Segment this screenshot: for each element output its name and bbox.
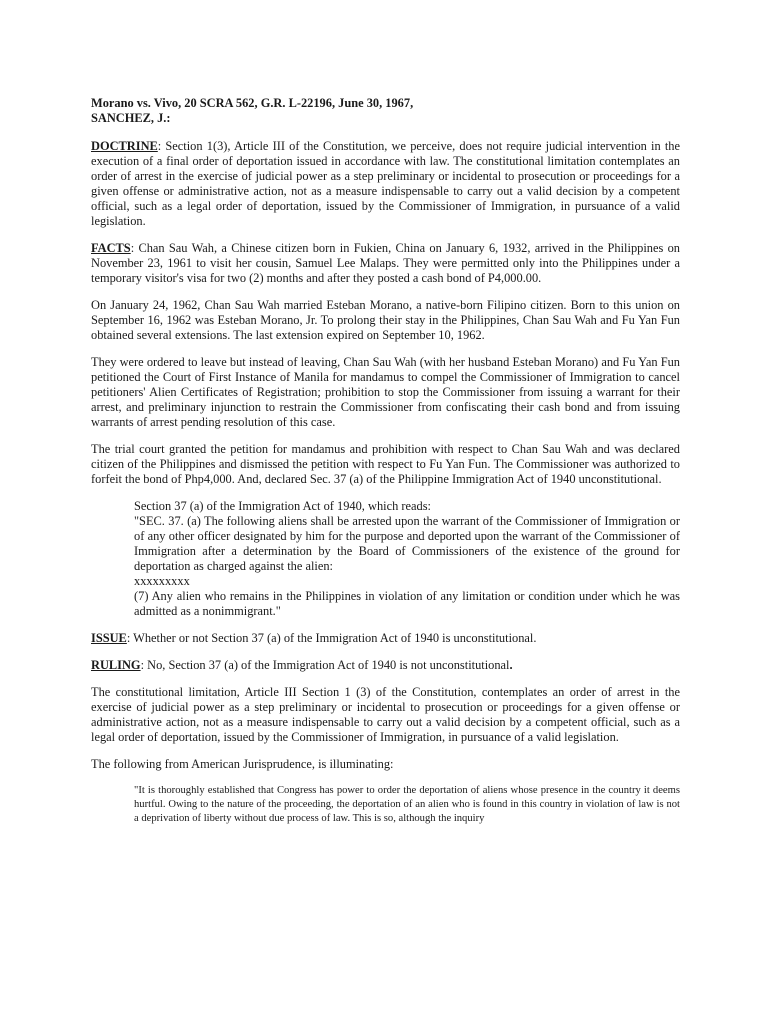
document-page: [91, 96, 680, 826]
issue-label: ISSUE: [91, 631, 127, 645]
jurisprudence-intro: The following from American Jurisprudence, is illuminating:: [91, 757, 394, 771]
facts-label: FACTS: [91, 241, 131, 255]
case-ponente: SANCHEZ, J.:: [91, 111, 171, 125]
case-heading: [91, 96, 680, 126]
statute-quote: [134, 499, 680, 619]
doctrine-text: : Section 1(3), Article III of the Constitution, we perceive, does not require judicial intervention in the execution of a final order of deportation issued in accordance with law. The constitutional limitation contemplates an order of arrest in the exercise of judicial power as a step preliminary or incidental to prosecution or proceedings for a given offense or administrative action, not as a measure indispensable to carry out a valid decision by a competent official, such as a legal order of deportation, issued by the Commissioner of Immigration, in pursuance of a valid legislation.: [91, 139, 680, 228]
facts-paragraph-marriage: On January 24, 1962, Chan Sau Wah married Esteban Morano, a native-born Filipino citizen. Born to this union on September 16, 1962 was Esteban Morano, Jr. To prolong their stay in the Philippines, Chan Sau Wah and Fu Yan Fun obtained several extensions. The last extension expired on September 10, 1962.: [91, 298, 680, 342]
ruling-period: .: [509, 658, 513, 672]
statute-intro: Section 37 (a) of the Immigration Act of 1940, which reads:: [134, 499, 431, 513]
ruling-paragraph: [91, 658, 680, 673]
issue-paragraph: [91, 631, 680, 646]
ruling-label: RULING: [91, 658, 141, 672]
statute-body: "SEC. 37. (a) The following aliens shall be arrested upon the warrant of the Commissioner of Immigration or of any other officer designated by him for the purpose and deported upon the warrant of the Commissioner of Immigration after a determination by the Board of Commissioners of the existence of the ground for deportation as charged against the alien:: [134, 514, 680, 573]
american-jurisprudence-quote: "It is thoroughly established that Congress has power to order the deportation of aliens whose presence in the country it deems hurtful. Owing to the nature of the proceeding, the deportation of an alien who is found in this country in violation of law is not a deprivation of liberty without due process of law. This is so, although the inquiry: [134, 785, 680, 824]
facts-text: : Chan Sau Wah, a Chinese citizen born in Fukien, China on January 6, 1932, arrived in the Philippines on November 23, 1961 to visit her cousin, Samuel Lee Malaps. They were permitted only into the Philippines under a temporary visitor's visa for two (2) months and after they posted a cash bond of P4,000.00.: [91, 241, 680, 285]
ruling-text: : No, Section 37 (a) of the Immigration Act of 1940 is not unconstitutional: [140, 658, 510, 672]
doctrine-label: DOCTRINE: [91, 139, 158, 153]
issue-text: : Whether or not Section 37 (a) of the Immigration Act of 1940 is unconstitutional.: [126, 631, 537, 645]
facts-paragraph: [91, 241, 680, 286]
discussion-paragraph: The constitutional limitation, Article III Section 1 (3) of the Constitution, contemplates an order of arrest in the exercise of judicial power as a step preliminary or incidental to prosecution or proceedings for a given offense or administrative action, not as a measure indispensable to carry out a valid decision by a competent official, such as a legal order of deportation, issued by the Commissioner of Immigration, in pursuance of a valid legislation.: [91, 685, 680, 744]
facts-paragraph-petition: They were ordered to leave but instead of leaving, Chan Sau Wah (with her husband Esteban Morano) and Fu Yan Fun petitioned the Court of First Instance of Manila for mandamus to compel the Commissioner of Immigration to cancel petitioners' Alien Certificates of Registration; prohibition to stop the Commissioner from issuing a warrant for their arrest, and preliminary injunction to restrain the Commissioner from confiscating their cash bond and from issuing warrants of arrest pending resolution of this case.: [91, 355, 680, 429]
doctrine-paragraph: [91, 139, 680, 229]
statute-ellipsis: xxxxxxxxx: [134, 574, 190, 588]
facts-paragraph-trial-court: The trial court granted the petition for mandamus and prohibition with respect to Chan Sau Wah and was declared citizen of the Philippines and dismissed the petition with respect to Fu Yan Fun. The Commissioner was authorized to forfeit the bond of Php4,000. And, declared Sec. 37 (a) of the Philippine Immigration Act of 1940 unconstitutional.: [91, 442, 680, 486]
case-citation: Morano vs. Vivo, 20 SCRA 562, G.R. L-22196, June 30, 1967,: [91, 96, 414, 110]
statute-item-7: (7) Any alien who remains in the Philippines in violation of any limitation or condition under which he was admitted as a nonimmigrant.": [134, 589, 680, 618]
